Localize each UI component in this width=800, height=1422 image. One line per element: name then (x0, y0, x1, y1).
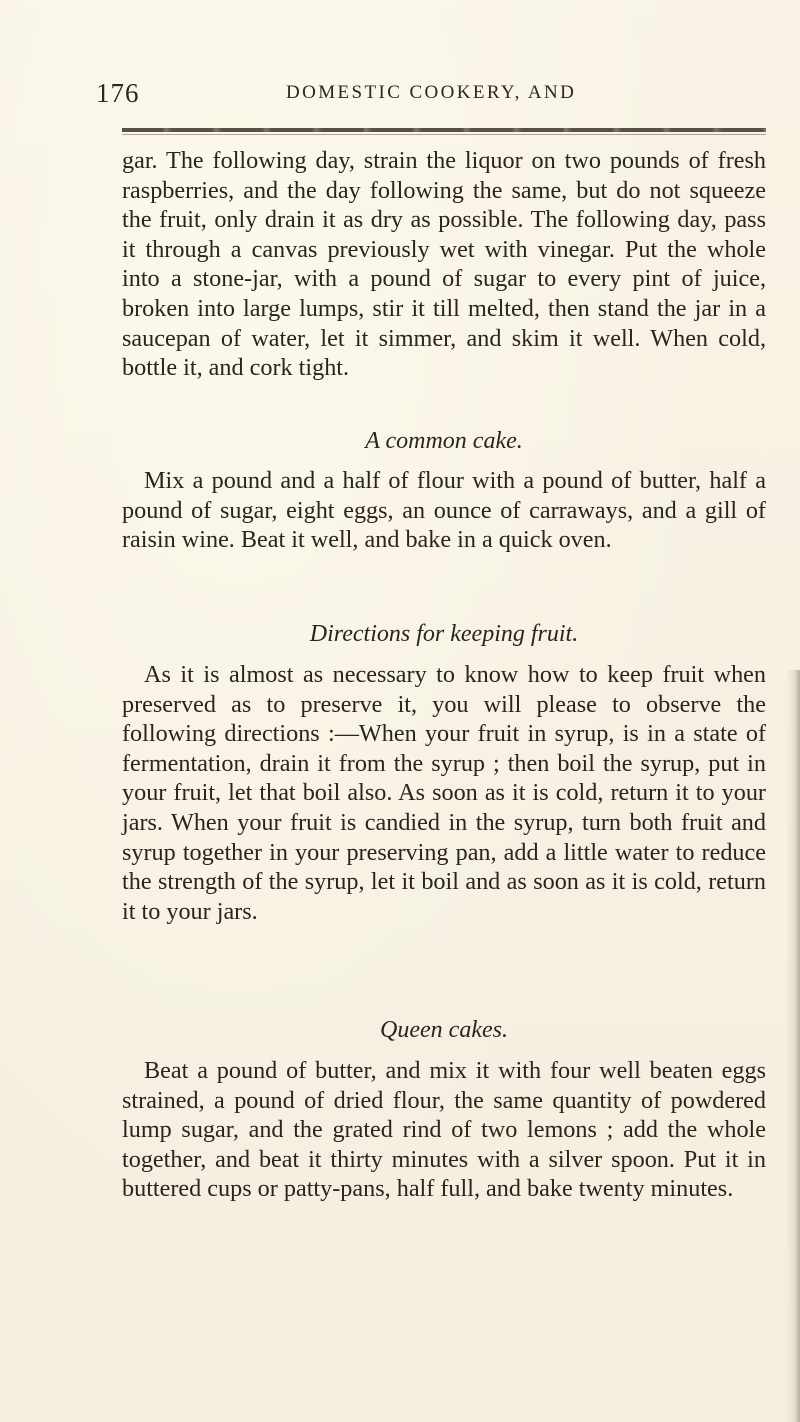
paragraph-queen-cakes: Beat a pound of butter, and mix it with four well beaten eggs strained, a pound of dried flour, the same quantity of powdered lump sugar, and the grated rind of two lemons ; add the whole together, and beat it thirty minutes with a silver spoon. Put it in buttered cups or patty-pans, half full, and bake twenty minutes. (122, 1057, 766, 1203)
running-head: DOMESTIC COOKERY, AND (286, 82, 577, 103)
header-rule-thin (122, 134, 766, 135)
recipe-continuation (122, 146, 766, 383)
heading-queen-cakes: Queen cakes. (380, 1017, 508, 1043)
recipe-keeping-fruit (122, 660, 766, 926)
heading-common-cake: A common cake. (365, 428, 523, 454)
paragraph-keeping-fruit: As it is almost as necessary to know how to keep fruit when preserved as to preserve it, you will please to observe the following directions :—When your fruit in syrup, is in a state of fermentation, drain it from the syrup ; then boil the syrup, put in your fruit, let that boil also. As soon as it is cold, return it to your jars. When your fruit is candied in the syrup, turn both fruit and syrup together in your preserving pan, add a little water to reduce the strength of the syrup, let it boil and as soon as it is cold, return it to your jars. (122, 661, 766, 925)
heading-keeping-fruit: Directions for keeping fruit. (309, 621, 579, 647)
page-edge-shadow (786, 670, 800, 1422)
header-rule (122, 128, 766, 132)
recipe-queen-cakes (122, 1056, 766, 1204)
recipe-common-cake (122, 466, 766, 555)
page-number: 176 (96, 78, 140, 108)
paragraph-common-cake: Mix a pound and a half of flour with a pound of butter, half a pound of sugar, eight eggs, an ounce of carraways, and a gill of raisin wine. Beat it well, and bake in a quick oven. (122, 467, 766, 554)
paragraph-raspberry-vinegar: gar. The following day, strain the liquor on two pounds of fresh raspberries, and the day following the same, but do not squeeze the fruit, only drain it as dry as possible. The following day, pass it through a canvas previously wet with vinegar. Put the whole into a stone-jar, with a pound of sugar to every pint of juice, broken into large lumps, stir it till melted, then stand the jar in a saucepan of water, let it simmer, and skim it well. When cold, bottle it, and cork tight. (122, 147, 766, 382)
page-header (96, 78, 756, 108)
